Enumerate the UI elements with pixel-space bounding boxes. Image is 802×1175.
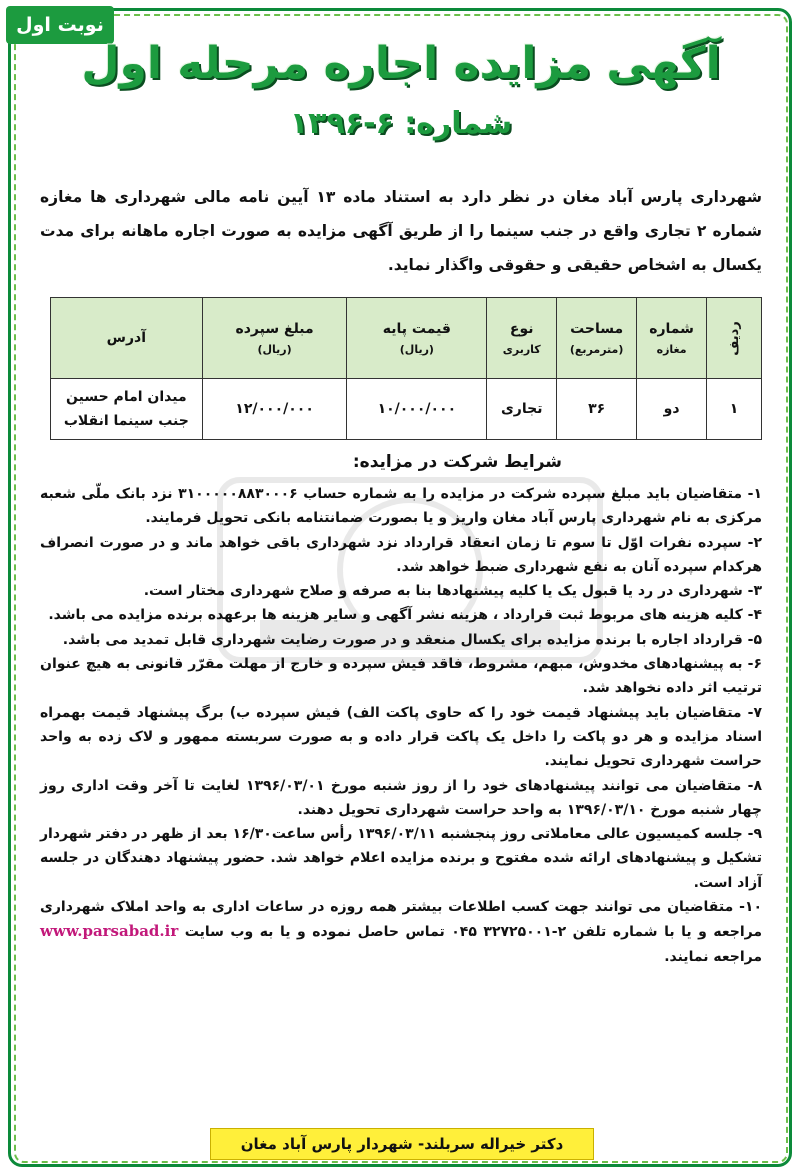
cell-shop-number: دو (637, 379, 707, 440)
condition-item: ۵- قرارداد اجاره با برنده مزایده برای یکسال منعقد و در صورت رضایت شهرداری قابل تمدید می باشد. (62, 631, 762, 648)
header-area: مساحت (مترمربع) (557, 298, 637, 379)
table-header-row (51, 298, 762, 379)
condition-item: ۳- شهرداری در رد یا قبول یک یا کلیه پیشنهادها بنا به صرفه و صلاح شهرداری مختار است. (143, 583, 762, 600)
condition-item: ۲- سپرده نفرات اوّل تا سوم تا زمان انعقاد قرارداد نزد شهرداری باقی خواهد ماند و در صورت انصراف هرکدام سپرده آنان به نفع شهرداری ضبط خواهد شد. (40, 534, 762, 575)
cell-address: میدان امام حسین جنب سینما انقلاب (51, 379, 203, 440)
cell-usage: تجاری (487, 379, 557, 440)
conditions-heading: شرایط شرکت در مزایده: (352, 452, 562, 472)
intro-paragraph: شهرداری پارس آباد مغان در نظر دارد به استناد ماده ۱۳ آیین نامه مالی شهرداری ها مغازه شماره ۲ تجاری واقع در جنب سینما را از طریق آگهی مزایده به صورت اجاره ماهانه برای مدت یکسال به اشخاص حقیقی و حقوقی واگذار نماید. (40, 188, 762, 274)
publication-badge: نوبت اول (6, 6, 114, 44)
condition-item: ۷- متقاضیان باید پیشنهاد قیمت خود را که حاوی پاکت الف) فیش سپرده ب) برگ پیشنهاد قیمت بهمراه اسناد مزایده و هر دو پاکت را داخل یک پاکت قرار داده و به صورت سربسته ممهور و لاک زده به واحد حراست شهرداری تحویل نمایند. (40, 704, 762, 770)
header-deposit: مبلغ سپرده (ریال) (202, 298, 347, 379)
cell-base-price: ۱۰/۰۰۰/۰۰۰ (347, 379, 487, 440)
condition-item (40, 895, 762, 969)
condition-item: ۱- متقاضیان باید مبلغ سپرده شرکت در مزایده را به شماره حساب ۳۱۰۰۰۰۰۸۸۳۰۰۰۶ نزد بانک ملّی شعبه مرکزی به نام شهرداری پارس آباد مغان واریز و یا بصورت ضمانتنامه بانکی تحویل فرمایند. (40, 486, 762, 527)
condition-10-end: مراجعه نمایند. (664, 948, 762, 965)
conditions-list (40, 482, 762, 969)
header-row-number: ردیف (707, 298, 762, 379)
header-usage: نوع کاربری (487, 298, 557, 379)
cell-area: ۳۶ (557, 379, 637, 440)
notice-number: شماره: ۶-۱۳۹۶ (289, 106, 513, 141)
condition-10-text: ۱۰- متقاضیان می توانند جهت کسب اطلاعات بیشتر همه روزه در ساعات اداری به واحد املاک شهرداری مراجعه و یا با شماره تلفن ۲-۳۲۷۲۵۰۰۱ ۰۴۵ تماس حاصل نموده و یا به وب سایت (40, 899, 763, 941)
table-row (51, 379, 762, 440)
condition-item: ۶- به پیشنهادهای مخدوش، مبهم، مشروط، فاقد فیش سپرده و خارج از مهلت مقرّر قانونی به هیچ عنوان ترتیب اثر داده نخواهد شد. (40, 656, 762, 697)
header-shop-number: شماره مغازه (637, 298, 707, 379)
website-link[interactable]: www.parsabad.ir (40, 922, 179, 941)
header-base-price: قیمت پایه (ریال) (347, 298, 487, 379)
condition-item: ۸- متقاضیان می توانند پیشنهادهای خود را از روز شنبه مورخ ۱۳۹۶/۰۳/۰۱ لغایت تا آخر وقت اداری روز چهار شنبه مورخ ۱۳۹۶/۰۳/۱۰ به واحد حراست شهرداری تحویل دهند. (40, 777, 762, 818)
condition-item: ۹- جلسه کمیسیون عالی معاملاتی روز پنجشنبه ۱۳۹۶/۰۳/۱۱ رأس ساعت۱۶/۳۰ بعد از ظهر در دفتر شهردار تشکیل و پیشنهادهای ارائه شده مفتوح و برنده مزایده اعلام خواهد شد. حضور پیشنهاد دهندگان در جلسه آزاد است. (40, 826, 762, 891)
shop-info-table (50, 297, 762, 440)
notice-title: آگهی مزایده اجاره مرحله اول (81, 38, 721, 89)
cell-row-number: ۱ (707, 379, 762, 440)
header-address: آدرس (51, 298, 203, 379)
cell-deposit: ۱۲/۰۰۰/۰۰۰ (202, 379, 347, 440)
mayor-signature-bar: دکتر خیراله سربلند- شهردار پارس آباد مغان (210, 1128, 594, 1160)
condition-item: ۴- کلیه هزینه های مربوط ثبت قرارداد ، هزینه نشر آگهی و سایر هزینه ها برعهده برنده مزایده می باشد. (48, 607, 762, 624)
